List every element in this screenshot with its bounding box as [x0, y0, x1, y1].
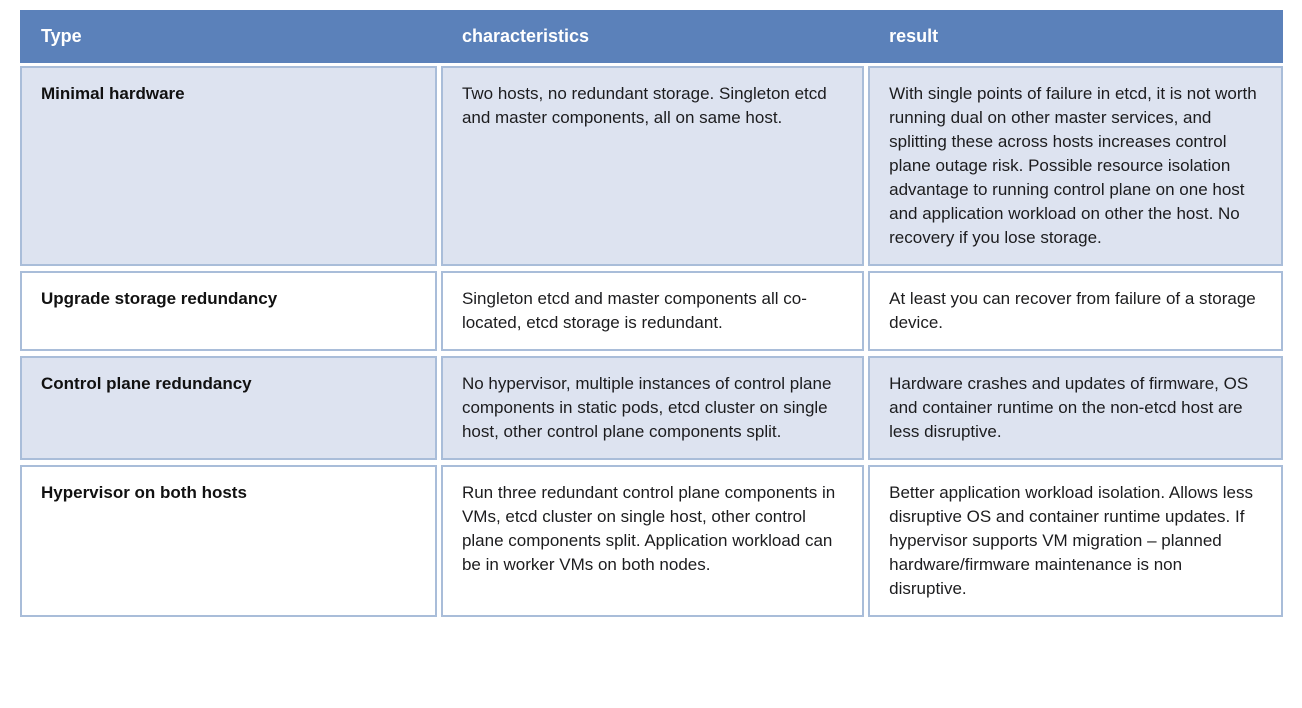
cell-result: With single points of failure in etcd, it is not worth running dual on other master services, and splitting these across hosts increases control plane outage risk. Possible resource isolation advantage to running control plane on one host and application workload on other the host. No recovery if you lose storage. [868, 66, 1283, 266]
cell-type: Minimal hardware [20, 66, 437, 266]
cell-type: Hypervisor on both hosts [20, 465, 437, 617]
table-row [20, 271, 1283, 351]
cell-characteristics: No hypervisor, multiple instances of control plane components in static pods, etcd cluster on single host, other control plane components split. [441, 356, 864, 460]
cell-characteristics: Run three redundant control plane components in VMs, etcd cluster on single host, other control plane components split. Application workload can be in worker VMs on both nodes. [441, 465, 864, 617]
column-header-type: Type [41, 26, 82, 46]
column-header-characteristics: characteristics [461, 26, 590, 46]
cell-result: At least you can recover from failure of a storage device. [868, 271, 1283, 351]
table-row [20, 465, 1283, 617]
table-row [20, 356, 1283, 460]
cell-type: Upgrade storage redundancy [20, 271, 437, 351]
cell-characteristics: Two hosts, no redundant storage. Singleton etcd and master components, all on same host. [441, 66, 864, 266]
table-header [20, 10, 1283, 63]
table-row [20, 66, 1283, 266]
column-header-result: result [889, 26, 939, 46]
cell-result: Better application workload isolation. Allows less disruptive OS and container runtime updates. If hypervisor supports VM migration – planned hardware/firmware maintenance is non disruptive. [868, 465, 1283, 617]
cell-result: Hardware crashes and updates of firmware, OS and container runtime on the non-etcd host are less disruptive. [868, 356, 1283, 460]
cell-characteristics: Singleton etcd and master components all co-located, etcd storage is redundant. [441, 271, 864, 351]
comparison-table [20, 10, 1283, 617]
cell-type: Control plane redundancy [20, 356, 437, 460]
table-body [20, 66, 1283, 617]
